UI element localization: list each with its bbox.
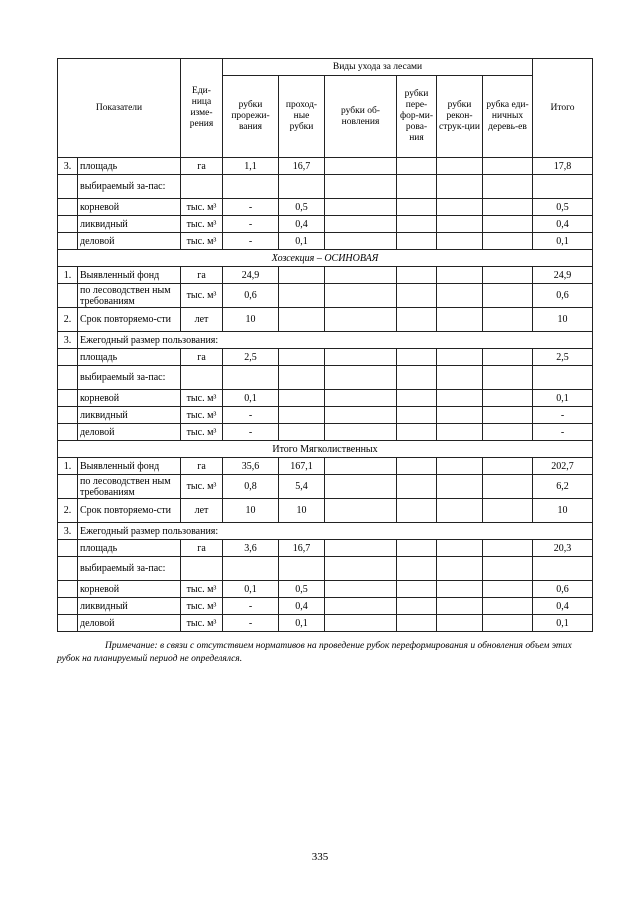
header-care-types: Виды ухода за лесами bbox=[223, 59, 533, 76]
reformation-value bbox=[397, 598, 437, 615]
indicator-label: корневой bbox=[78, 581, 181, 598]
total-value: 6,2 bbox=[533, 475, 593, 499]
reformation-value bbox=[397, 158, 437, 175]
single-tree-value bbox=[483, 581, 533, 598]
passage-value bbox=[279, 366, 325, 390]
header-total: Итого bbox=[533, 59, 593, 158]
reformation-value bbox=[397, 199, 437, 216]
page-number: 335 bbox=[311, 851, 329, 863]
header-unit: Еди-ница изме-рения bbox=[181, 59, 223, 158]
table-row bbox=[58, 523, 593, 540]
renewal-value bbox=[325, 390, 397, 407]
passage-value: 167,1 bbox=[279, 458, 325, 475]
row-number: 3. bbox=[58, 158, 78, 175]
reconstruction-value bbox=[437, 233, 483, 250]
table-row bbox=[58, 615, 593, 632]
unit bbox=[181, 366, 223, 390]
single-tree-value bbox=[483, 175, 533, 199]
single-tree-value bbox=[483, 199, 533, 216]
single-tree-value bbox=[483, 366, 533, 390]
unit bbox=[181, 175, 223, 199]
indicator-label: выбираемый за-пас: bbox=[78, 557, 181, 581]
reconstruction-value bbox=[437, 615, 483, 632]
reformation-value bbox=[397, 233, 437, 250]
thinning-value: 3,6 bbox=[223, 540, 279, 557]
single-tree-value bbox=[483, 499, 533, 523]
renewal-value bbox=[325, 233, 397, 250]
row-number bbox=[58, 199, 78, 216]
renewal-value bbox=[325, 615, 397, 632]
total-value: 10 bbox=[533, 499, 593, 523]
forest-care-table bbox=[57, 58, 593, 632]
table-row bbox=[58, 407, 593, 424]
unit: лет bbox=[181, 499, 223, 523]
indicator-label: выбираемый за-пас: bbox=[78, 366, 181, 390]
table-row bbox=[58, 158, 593, 175]
total-value: 0,1 bbox=[533, 233, 593, 250]
single-tree-value bbox=[483, 424, 533, 441]
total-value: 20,3 bbox=[533, 540, 593, 557]
row-number bbox=[58, 598, 78, 615]
passage-value bbox=[279, 267, 325, 284]
row-number bbox=[58, 475, 78, 499]
single-tree-value bbox=[483, 557, 533, 581]
table-row bbox=[58, 332, 593, 349]
indicator-label: по лесоводствен ным требованиям bbox=[78, 284, 181, 308]
unit: га bbox=[181, 540, 223, 557]
thinning-value: - bbox=[223, 199, 279, 216]
row-number bbox=[58, 216, 78, 233]
reconstruction-value bbox=[437, 424, 483, 441]
reformation-value bbox=[397, 615, 437, 632]
total-value: 0,6 bbox=[533, 284, 593, 308]
table-row bbox=[58, 598, 593, 615]
header-passage-cuts: проход-ные рубки bbox=[279, 76, 325, 158]
unit: тыс. м³ bbox=[181, 390, 223, 407]
total-value: 2,5 bbox=[533, 349, 593, 366]
unit: тыс. м³ bbox=[181, 475, 223, 499]
table-row bbox=[58, 349, 593, 366]
single-tree-value bbox=[483, 158, 533, 175]
passage-value bbox=[279, 407, 325, 424]
table-row bbox=[58, 557, 593, 581]
thinning-value: 0,1 bbox=[223, 390, 279, 407]
footnote: Примечание: в связи с отсутствием нормативов на проведение рубок переформирования и обновления объем этих рубок на планируемый период не определялся. bbox=[57, 641, 572, 664]
reconstruction-value bbox=[437, 540, 483, 557]
passage-value bbox=[279, 424, 325, 441]
total-value: - bbox=[533, 424, 593, 441]
single-tree-value bbox=[483, 458, 533, 475]
total-value bbox=[533, 366, 593, 390]
table-row bbox=[58, 499, 593, 523]
reformation-value bbox=[397, 407, 437, 424]
row-number bbox=[58, 407, 78, 424]
indicator-label: Срок повторяемо-сти bbox=[78, 499, 181, 523]
passage-value: 0,1 bbox=[279, 615, 325, 632]
renewal-value bbox=[325, 175, 397, 199]
reformation-value bbox=[397, 284, 437, 308]
indicator-label: Выявленный фонд bbox=[78, 458, 181, 475]
passage-value bbox=[279, 557, 325, 581]
thinning-value: - bbox=[223, 598, 279, 615]
table-row bbox=[58, 284, 593, 308]
passage-value: 0,1 bbox=[279, 233, 325, 250]
reconstruction-value bbox=[437, 581, 483, 598]
renewal-value bbox=[325, 284, 397, 308]
table-body bbox=[58, 158, 593, 632]
thinning-value: - bbox=[223, 407, 279, 424]
indicator-label: Срок повторяемо-сти bbox=[78, 308, 181, 332]
header-thinning: рубки прорежи-вания bbox=[223, 76, 279, 158]
unit: тыс. м³ bbox=[181, 233, 223, 250]
single-tree-value bbox=[483, 267, 533, 284]
passage-value bbox=[279, 284, 325, 308]
passage-value: 5,4 bbox=[279, 475, 325, 499]
passage-value bbox=[279, 308, 325, 332]
total-value bbox=[533, 557, 593, 581]
renewal-value bbox=[325, 349, 397, 366]
total-value: 10 bbox=[533, 308, 593, 332]
thinning-value bbox=[223, 366, 279, 390]
thinning-value: 10 bbox=[223, 308, 279, 332]
single-tree-value bbox=[483, 284, 533, 308]
table-row bbox=[58, 475, 593, 499]
unit bbox=[181, 557, 223, 581]
total-value: 0,5 bbox=[533, 199, 593, 216]
indicator-label: площадь bbox=[78, 349, 181, 366]
indicator-label: площадь bbox=[78, 158, 181, 175]
renewal-value bbox=[325, 475, 397, 499]
reformation-value bbox=[397, 267, 437, 284]
row-number: 3. bbox=[58, 332, 78, 349]
thinning-value: - bbox=[223, 216, 279, 233]
renewal-value bbox=[325, 199, 397, 216]
total-value: 0,1 bbox=[533, 390, 593, 407]
header-indicators: Показатели bbox=[58, 59, 181, 158]
reconstruction-value bbox=[437, 349, 483, 366]
unit: га bbox=[181, 158, 223, 175]
passage-value: 0,4 bbox=[279, 598, 325, 615]
row-number bbox=[58, 615, 78, 632]
indicator-label: ликвидный bbox=[78, 407, 181, 424]
reformation-value bbox=[397, 458, 437, 475]
reconstruction-value bbox=[437, 499, 483, 523]
thinning-value: 10 bbox=[223, 499, 279, 523]
table-row bbox=[58, 390, 593, 407]
single-tree-value bbox=[483, 475, 533, 499]
renewal-value bbox=[325, 158, 397, 175]
row-number bbox=[58, 581, 78, 598]
subsection-label: Ежегодный размер пользования: bbox=[78, 332, 593, 349]
reconstruction-value bbox=[437, 407, 483, 424]
indicator-label: ликвидный bbox=[78, 598, 181, 615]
renewal-value bbox=[325, 366, 397, 390]
thinning-value bbox=[223, 175, 279, 199]
indicator-label: деловой bbox=[78, 615, 181, 632]
unit: тыс. м³ bbox=[181, 424, 223, 441]
total-value: 24,9 bbox=[533, 267, 593, 284]
reformation-value bbox=[397, 216, 437, 233]
table-row bbox=[58, 458, 593, 475]
section-title: Хозсекция – ОСИНОВАЯ bbox=[58, 250, 593, 267]
passage-value bbox=[279, 390, 325, 407]
single-tree-value bbox=[483, 390, 533, 407]
unit: тыс. м³ bbox=[181, 581, 223, 598]
reconstruction-value bbox=[437, 557, 483, 581]
reconstruction-value bbox=[437, 199, 483, 216]
row-number: 1. bbox=[58, 267, 78, 284]
unit: тыс. м³ bbox=[181, 199, 223, 216]
renewal-value bbox=[325, 458, 397, 475]
unit: тыс. м³ bbox=[181, 216, 223, 233]
thinning-value: 2,5 bbox=[223, 349, 279, 366]
row-number bbox=[58, 233, 78, 250]
reconstruction-value bbox=[437, 175, 483, 199]
indicator-label: ликвидный bbox=[78, 216, 181, 233]
header-reconstruction-cuts: рубки рекон-струк-ции bbox=[437, 76, 483, 158]
table-row bbox=[58, 424, 593, 441]
reformation-value bbox=[397, 499, 437, 523]
passage-value: 0,4 bbox=[279, 216, 325, 233]
passage-value bbox=[279, 175, 325, 199]
indicator-label: корневой bbox=[78, 199, 181, 216]
table-row bbox=[58, 581, 593, 598]
subsection-label: Ежегодный размер пользования: bbox=[78, 523, 593, 540]
single-tree-value bbox=[483, 407, 533, 424]
renewal-value bbox=[325, 267, 397, 284]
thinning-value: - bbox=[223, 424, 279, 441]
reconstruction-value bbox=[437, 158, 483, 175]
table-row bbox=[58, 540, 593, 557]
total-value: 0,4 bbox=[533, 216, 593, 233]
reformation-value bbox=[397, 557, 437, 581]
reconstruction-value bbox=[437, 458, 483, 475]
reconstruction-value bbox=[437, 267, 483, 284]
renewal-value bbox=[325, 216, 397, 233]
thinning-value: 1,1 bbox=[223, 158, 279, 175]
row-number bbox=[58, 540, 78, 557]
unit: га bbox=[181, 349, 223, 366]
single-tree-value bbox=[483, 615, 533, 632]
total-value: - bbox=[533, 407, 593, 424]
renewal-value bbox=[325, 557, 397, 581]
passage-value: 16,7 bbox=[279, 540, 325, 557]
reconstruction-value bbox=[437, 284, 483, 308]
unit: га bbox=[181, 458, 223, 475]
passage-value: 0,5 bbox=[279, 581, 325, 598]
renewal-value bbox=[325, 598, 397, 615]
section-band bbox=[58, 250, 593, 267]
renewal-value bbox=[325, 407, 397, 424]
single-tree-value bbox=[483, 540, 533, 557]
thinning-value: - bbox=[223, 615, 279, 632]
reformation-value bbox=[397, 475, 437, 499]
section-band bbox=[58, 441, 593, 458]
single-tree-value bbox=[483, 233, 533, 250]
row-number bbox=[58, 424, 78, 441]
unit: тыс. м³ bbox=[181, 407, 223, 424]
table-row bbox=[58, 175, 593, 199]
table-row bbox=[58, 366, 593, 390]
total-value: 0,1 bbox=[533, 615, 593, 632]
thinning-value: - bbox=[223, 233, 279, 250]
row-number: 2. bbox=[58, 308, 78, 332]
reformation-value bbox=[397, 175, 437, 199]
renewal-value bbox=[325, 540, 397, 557]
total-value: 0,6 bbox=[533, 581, 593, 598]
table-header bbox=[58, 59, 593, 158]
total-value: 17,8 bbox=[533, 158, 593, 175]
passage-value: 10 bbox=[279, 499, 325, 523]
reconstruction-value bbox=[437, 216, 483, 233]
single-tree-value bbox=[483, 216, 533, 233]
unit: тыс. м³ bbox=[181, 615, 223, 632]
indicator-label: по лесоводствен ным требованиям bbox=[78, 475, 181, 499]
table-row bbox=[58, 199, 593, 216]
total-value: 0,4 bbox=[533, 598, 593, 615]
total-value bbox=[533, 175, 593, 199]
reformation-value bbox=[397, 308, 437, 332]
reconstruction-value bbox=[437, 390, 483, 407]
indicator-label: Выявленный фонд bbox=[78, 267, 181, 284]
renewal-value bbox=[325, 308, 397, 332]
indicator-label: деловой bbox=[78, 424, 181, 441]
reformation-value bbox=[397, 349, 437, 366]
indicator-label: корневой bbox=[78, 390, 181, 407]
row-number: 2. bbox=[58, 499, 78, 523]
unit: тыс. м³ bbox=[181, 284, 223, 308]
reformation-value bbox=[397, 366, 437, 390]
reconstruction-value bbox=[437, 308, 483, 332]
thinning-value: 35,6 bbox=[223, 458, 279, 475]
table-row bbox=[58, 308, 593, 332]
unit: лет bbox=[181, 308, 223, 332]
row-number: 3. bbox=[58, 523, 78, 540]
thinning-value: 0,1 bbox=[223, 581, 279, 598]
unit: га bbox=[181, 267, 223, 284]
reformation-value bbox=[397, 540, 437, 557]
row-number bbox=[58, 175, 78, 199]
reformation-value bbox=[397, 390, 437, 407]
reconstruction-value bbox=[437, 366, 483, 390]
table-row bbox=[58, 267, 593, 284]
passage-value: 0,5 bbox=[279, 199, 325, 216]
total-value: 202,7 bbox=[533, 458, 593, 475]
reconstruction-value bbox=[437, 475, 483, 499]
single-tree-value bbox=[483, 598, 533, 615]
unit: тыс. м³ bbox=[181, 598, 223, 615]
row-number: 1. bbox=[58, 458, 78, 475]
passage-value bbox=[279, 349, 325, 366]
header-renewal-cuts: рубки об-новления bbox=[325, 76, 397, 158]
row-number bbox=[58, 349, 78, 366]
passage-value: 16,7 bbox=[279, 158, 325, 175]
indicator-label: выбираемый за-пас: bbox=[78, 175, 181, 199]
row-number bbox=[58, 366, 78, 390]
header-reformation-cuts: рубки пере-фор-ми-рова-ния bbox=[397, 76, 437, 158]
table-row bbox=[58, 233, 593, 250]
reconstruction-value bbox=[437, 598, 483, 615]
renewal-value bbox=[325, 424, 397, 441]
renewal-value bbox=[325, 581, 397, 598]
header-single-tree-cuts: рубка еди-ничных деревь-ев bbox=[483, 76, 533, 158]
table-row bbox=[58, 216, 593, 233]
section-title: Итого Мягколиственных bbox=[58, 441, 593, 458]
thinning-value: 24,9 bbox=[223, 267, 279, 284]
indicator-label: деловой bbox=[78, 233, 181, 250]
single-tree-value bbox=[483, 349, 533, 366]
reformation-value bbox=[397, 581, 437, 598]
renewal-value bbox=[325, 499, 397, 523]
row-number bbox=[58, 557, 78, 581]
row-number bbox=[58, 390, 78, 407]
single-tree-value bbox=[483, 308, 533, 332]
row-number bbox=[58, 284, 78, 308]
thinning-value bbox=[223, 557, 279, 581]
reformation-value bbox=[397, 424, 437, 441]
thinning-value: 0,6 bbox=[223, 284, 279, 308]
thinning-value: 0,8 bbox=[223, 475, 279, 499]
indicator-label: площадь bbox=[78, 540, 181, 557]
